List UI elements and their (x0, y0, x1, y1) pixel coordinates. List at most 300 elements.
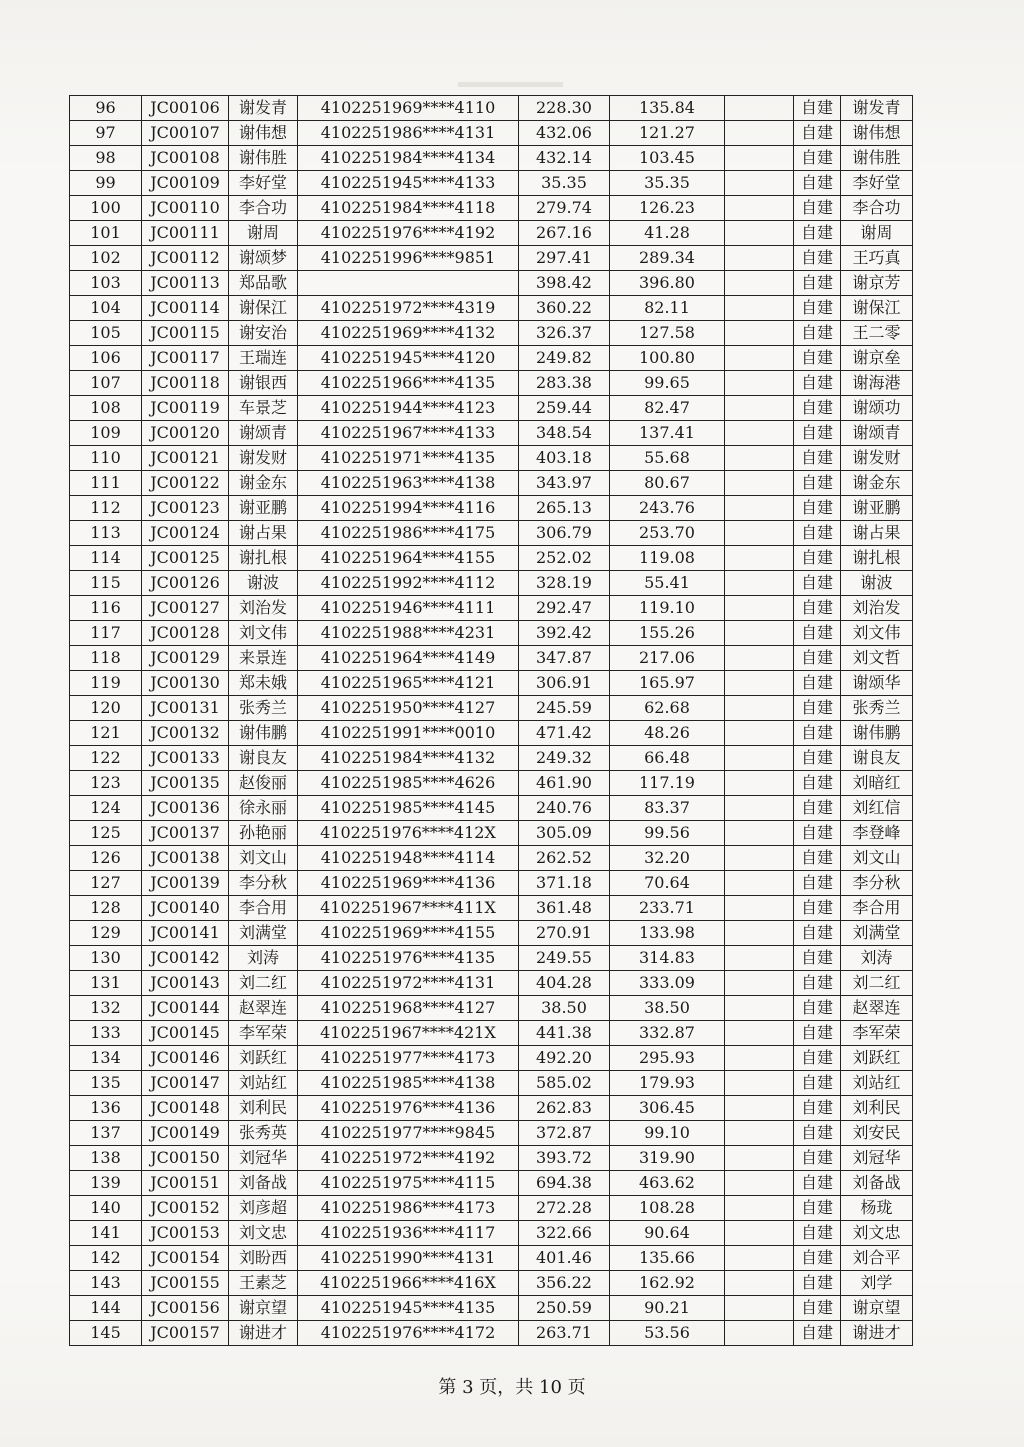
table-row (70, 1046, 913, 1071)
record-code-cell: JC00114 (142, 296, 229, 321)
name-cell: 李好堂 (229, 171, 298, 196)
name-cell: 刘文伟 (229, 621, 298, 646)
area-built-cell: 83.37 (610, 796, 725, 821)
record-code-cell: JC00122 (142, 471, 229, 496)
area-total-cell: 245.59 (519, 696, 610, 721)
id-number-cell: 4102251976****412X (298, 821, 519, 846)
record-code-cell: JC00126 (142, 571, 229, 596)
table-row (70, 521, 913, 546)
name-cell: 谢银西 (229, 371, 298, 396)
blank-cell (725, 1096, 794, 1121)
area-built-cell: 137.41 (610, 421, 725, 446)
row-number-cell: 123 (70, 771, 142, 796)
area-built-cell: 314.83 (610, 946, 725, 971)
row-number-cell: 115 (70, 571, 142, 596)
name-cell: 郑品歌 (229, 271, 298, 296)
owner-name-cell: 刘文伟 (841, 621, 913, 646)
build-type-cell: 自建 (794, 446, 841, 471)
blank-cell (725, 146, 794, 171)
record-code-cell: JC00107 (142, 121, 229, 146)
row-number-cell: 119 (70, 671, 142, 696)
build-type-cell: 自建 (794, 821, 841, 846)
area-total-cell: 262.83 (519, 1096, 610, 1121)
name-cell: 李军荣 (229, 1021, 298, 1046)
area-built-cell: 82.47 (610, 396, 725, 421)
build-type-cell: 自建 (794, 396, 841, 421)
id-number-cell: 4102251984****4134 (298, 146, 519, 171)
build-type-cell: 自建 (794, 1296, 841, 1321)
name-cell: 谢发青 (229, 96, 298, 121)
blank-cell (725, 1071, 794, 1096)
owner-name-cell: 张秀兰 (841, 696, 913, 721)
area-built-cell: 38.50 (610, 996, 725, 1021)
table-row (70, 321, 913, 346)
id-number-cell: 4102251964****4155 (298, 546, 519, 571)
registry-table-body (70, 96, 913, 1346)
build-type-cell: 自建 (794, 521, 841, 546)
build-type-cell: 自建 (794, 246, 841, 271)
table-row (70, 1021, 913, 1046)
area-total-cell: 403.18 (519, 446, 610, 471)
id-number-cell: 4102251972****4192 (298, 1146, 519, 1171)
table-row (70, 446, 913, 471)
id-number-cell: 4102251994****4116 (298, 496, 519, 521)
table-row (70, 96, 913, 121)
area-built-cell: 117.19 (610, 771, 725, 796)
table-row (70, 1221, 913, 1246)
area-built-cell: 100.80 (610, 346, 725, 371)
area-built-cell: 289.34 (610, 246, 725, 271)
table-row (70, 1271, 913, 1296)
blank-cell (725, 1246, 794, 1271)
blank-cell (725, 1196, 794, 1221)
area-built-cell: 295.93 (610, 1046, 725, 1071)
row-number-cell: 121 (70, 721, 142, 746)
table-row (70, 146, 913, 171)
area-total-cell: 263.71 (519, 1321, 610, 1346)
row-number-cell: 140 (70, 1196, 142, 1221)
table-row (70, 1296, 913, 1321)
owner-name-cell: 谢发青 (841, 96, 913, 121)
owner-name-cell: 谢占果 (841, 521, 913, 546)
build-type-cell: 自建 (794, 1246, 841, 1271)
area-built-cell: 332.87 (610, 1021, 725, 1046)
row-number-cell: 104 (70, 296, 142, 321)
id-number-cell: 4102251964****4149 (298, 646, 519, 671)
blank-cell (725, 746, 794, 771)
blank-cell (725, 1296, 794, 1321)
record-code-cell: JC00121 (142, 446, 229, 471)
row-number-cell: 97 (70, 121, 142, 146)
table-row (70, 171, 913, 196)
owner-name-cell: 刘二红 (841, 971, 913, 996)
blank-cell (725, 171, 794, 196)
owner-name-cell: 刘跃红 (841, 1046, 913, 1071)
build-type-cell: 自建 (794, 696, 841, 721)
blank-cell (725, 446, 794, 471)
area-total-cell: 306.79 (519, 521, 610, 546)
record-code-cell: JC00152 (142, 1196, 229, 1221)
owner-name-cell: 刘文忠 (841, 1221, 913, 1246)
blank-cell (725, 1046, 794, 1071)
name-cell: 刘文山 (229, 846, 298, 871)
record-code-cell: JC00142 (142, 946, 229, 971)
name-cell: 谢伟胜 (229, 146, 298, 171)
owner-name-cell: 谢海港 (841, 371, 913, 396)
owner-name-cell: 刘备战 (841, 1171, 913, 1196)
record-code-cell: JC00110 (142, 196, 229, 221)
row-number-cell: 124 (70, 796, 142, 821)
table-row (70, 546, 913, 571)
blank-cell (725, 1021, 794, 1046)
id-number-cell: 4102251945****4120 (298, 346, 519, 371)
id-number-cell: 4102251967****411X (298, 896, 519, 921)
area-total-cell: 356.22 (519, 1271, 610, 1296)
build-type-cell: 自建 (794, 646, 841, 671)
name-cell: 刘跃红 (229, 1046, 298, 1071)
build-type-cell: 自建 (794, 221, 841, 246)
row-number-cell: 128 (70, 896, 142, 921)
name-cell: 谢颂梦 (229, 246, 298, 271)
table-row (70, 1196, 913, 1221)
registry-table (69, 95, 913, 1346)
table-row (70, 246, 913, 271)
table-row (70, 621, 913, 646)
area-built-cell: 165.97 (610, 671, 725, 696)
row-number-cell: 132 (70, 996, 142, 1021)
build-type-cell: 自建 (794, 671, 841, 696)
id-number-cell: 4102251990****4131 (298, 1246, 519, 1271)
table-row (70, 396, 913, 421)
row-number-cell: 126 (70, 846, 142, 871)
owner-name-cell: 谢进才 (841, 1321, 913, 1346)
row-number-cell: 136 (70, 1096, 142, 1121)
row-number-cell: 110 (70, 446, 142, 471)
table-row (70, 696, 913, 721)
id-number-cell: 4102251984****4132 (298, 746, 519, 771)
blank-cell (725, 646, 794, 671)
build-type-cell: 自建 (794, 146, 841, 171)
area-total-cell: 279.74 (519, 196, 610, 221)
record-code-cell: JC00145 (142, 1021, 229, 1046)
name-cell: 刘文忠 (229, 1221, 298, 1246)
table-row (70, 871, 913, 896)
record-code-cell: JC00139 (142, 871, 229, 896)
blank-cell (725, 1121, 794, 1146)
id-number-cell: 4102251971****4135 (298, 446, 519, 471)
id-number-cell: 4102251969****4155 (298, 921, 519, 946)
owner-name-cell: 刘涛 (841, 946, 913, 971)
blank-cell (725, 846, 794, 871)
build-type-cell: 自建 (794, 1146, 841, 1171)
row-number-cell: 109 (70, 421, 142, 446)
blank-cell (725, 521, 794, 546)
area-total-cell: 461.90 (519, 771, 610, 796)
record-code-cell: JC00140 (142, 896, 229, 921)
owner-name-cell: 杨珑 (841, 1196, 913, 1221)
name-cell: 刘二红 (229, 971, 298, 996)
owner-name-cell: 刘暗红 (841, 771, 913, 796)
name-cell: 郑未娥 (229, 671, 298, 696)
blank-cell (725, 1171, 794, 1196)
area-total-cell: 393.72 (519, 1146, 610, 1171)
page-number-footer: 第 3 页，共 10 页 (438, 1377, 586, 1398)
row-number-cell: 101 (70, 221, 142, 246)
table-row (70, 1146, 913, 1171)
name-cell: 刘利民 (229, 1096, 298, 1121)
owner-name-cell: 李分秋 (841, 871, 913, 896)
area-built-cell: 396.80 (610, 271, 725, 296)
owner-name-cell: 谢良友 (841, 746, 913, 771)
owner-name-cell: 谢保江 (841, 296, 913, 321)
build-type-cell: 自建 (794, 296, 841, 321)
blank-cell (725, 696, 794, 721)
blank-cell (725, 1271, 794, 1296)
blank-cell (725, 321, 794, 346)
record-code-cell: JC00130 (142, 671, 229, 696)
table-row (70, 496, 913, 521)
name-cell: 谢京望 (229, 1296, 298, 1321)
owner-name-cell: 刘站红 (841, 1071, 913, 1096)
id-number-cell: 4102251975****4115 (298, 1171, 519, 1196)
owner-name-cell: 刘文山 (841, 846, 913, 871)
record-code-cell: JC00144 (142, 996, 229, 1021)
area-total-cell: 471.42 (519, 721, 610, 746)
row-number-cell: 134 (70, 1046, 142, 1071)
table-row (70, 421, 913, 446)
name-cell: 谢安治 (229, 321, 298, 346)
name-cell: 王瑞连 (229, 346, 298, 371)
area-built-cell: 66.48 (610, 746, 725, 771)
table-row (70, 771, 913, 796)
name-cell: 张秀英 (229, 1121, 298, 1146)
name-cell: 谢金东 (229, 471, 298, 496)
id-number-cell: 4102251976****4192 (298, 221, 519, 246)
area-built-cell: 70.64 (610, 871, 725, 896)
owner-name-cell: 谢颂青 (841, 421, 913, 446)
owner-name-cell: 谢金东 (841, 471, 913, 496)
area-built-cell: 233.71 (610, 896, 725, 921)
id-number-cell: 4102251969****4110 (298, 96, 519, 121)
area-built-cell: 108.28 (610, 1196, 725, 1221)
owner-name-cell: 谢波 (841, 571, 913, 596)
table-row (70, 1121, 913, 1146)
blank-cell (725, 871, 794, 896)
blank-cell (725, 621, 794, 646)
blank-cell (725, 496, 794, 521)
id-number-cell: 4102251976****4135 (298, 946, 519, 971)
blank-cell (725, 1221, 794, 1246)
area-built-cell: 121.27 (610, 121, 725, 146)
table-row (70, 471, 913, 496)
id-number-cell: 4102251950****4127 (298, 696, 519, 721)
row-number-cell: 108 (70, 396, 142, 421)
row-number-cell: 103 (70, 271, 142, 296)
name-cell: 谢颂青 (229, 421, 298, 446)
row-number-cell: 114 (70, 546, 142, 571)
area-total-cell: 361.48 (519, 896, 610, 921)
table-row (70, 671, 913, 696)
area-total-cell: 250.59 (519, 1296, 610, 1321)
record-code-cell: JC00154 (142, 1246, 229, 1271)
row-number-cell: 130 (70, 946, 142, 971)
id-number-cell: 4102251965****4121 (298, 671, 519, 696)
owner-name-cell: 李登峰 (841, 821, 913, 846)
record-code-cell: JC00157 (142, 1321, 229, 1346)
owner-name-cell: 谢扎根 (841, 546, 913, 571)
record-code-cell: JC00149 (142, 1121, 229, 1146)
id-number-cell: 4102251986****4173 (298, 1196, 519, 1221)
area-built-cell: 35.35 (610, 171, 725, 196)
area-total-cell: 292.47 (519, 596, 610, 621)
name-cell: 来景连 (229, 646, 298, 671)
row-number-cell: 135 (70, 1071, 142, 1096)
table-row (70, 896, 913, 921)
table-row (70, 1246, 913, 1271)
id-number-cell: 4102251985****4626 (298, 771, 519, 796)
build-type-cell: 自建 (794, 896, 841, 921)
build-type-cell: 自建 (794, 1171, 841, 1196)
area-total-cell: 392.42 (519, 621, 610, 646)
id-number-cell: 4102251946****4111 (298, 596, 519, 621)
name-cell: 谢波 (229, 571, 298, 596)
row-number-cell: 142 (70, 1246, 142, 1271)
blank-cell (725, 571, 794, 596)
record-code-cell: JC00155 (142, 1271, 229, 1296)
name-cell: 刘备战 (229, 1171, 298, 1196)
table-row (70, 721, 913, 746)
record-code-cell: JC00141 (142, 921, 229, 946)
table-row (70, 1096, 913, 1121)
area-built-cell: 62.68 (610, 696, 725, 721)
area-built-cell: 119.08 (610, 546, 725, 571)
table-row (70, 946, 913, 971)
build-type-cell: 自建 (794, 921, 841, 946)
blank-cell (725, 821, 794, 846)
id-number-cell: 4102251969****4136 (298, 871, 519, 896)
area-built-cell: 162.92 (610, 1271, 725, 1296)
record-code-cell: JC00146 (142, 1046, 229, 1071)
area-total-cell: 249.32 (519, 746, 610, 771)
area-total-cell: 398.42 (519, 271, 610, 296)
row-number-cell: 107 (70, 371, 142, 396)
build-type-cell: 自建 (794, 346, 841, 371)
blank-cell (725, 221, 794, 246)
blank-cell (725, 421, 794, 446)
row-number-cell: 131 (70, 971, 142, 996)
blank-cell (725, 546, 794, 571)
area-total-cell: 306.91 (519, 671, 610, 696)
owner-name-cell: 刘文哲 (841, 646, 913, 671)
area-built-cell: 253.70 (610, 521, 725, 546)
area-total-cell: 35.35 (519, 171, 610, 196)
table-row (70, 371, 913, 396)
id-number-cell: 4102251991****0010 (298, 721, 519, 746)
area-built-cell: 135.66 (610, 1246, 725, 1271)
row-number-cell: 117 (70, 621, 142, 646)
name-cell: 谢保江 (229, 296, 298, 321)
blank-cell (725, 996, 794, 1021)
row-number-cell: 100 (70, 196, 142, 221)
name-cell: 谢良友 (229, 746, 298, 771)
build-type-cell: 自建 (794, 1121, 841, 1146)
owner-name-cell: 谢发财 (841, 446, 913, 471)
owner-name-cell: 王巧真 (841, 246, 913, 271)
blank-cell (725, 246, 794, 271)
area-built-cell: 133.98 (610, 921, 725, 946)
row-number-cell: 145 (70, 1321, 142, 1346)
record-code-cell: JC00153 (142, 1221, 229, 1246)
row-number-cell: 143 (70, 1271, 142, 1296)
build-type-cell: 自建 (794, 846, 841, 871)
area-total-cell: 694.38 (519, 1171, 610, 1196)
area-total-cell: 347.87 (519, 646, 610, 671)
table-row (70, 1321, 913, 1346)
build-type-cell: 自建 (794, 1046, 841, 1071)
table-row (70, 271, 913, 296)
record-code-cell: JC00108 (142, 146, 229, 171)
id-number-cell: 4102251969****4132 (298, 321, 519, 346)
owner-name-cell: 谢亚鹏 (841, 496, 913, 521)
row-number-cell: 120 (70, 696, 142, 721)
blank-cell (725, 921, 794, 946)
record-code-cell: JC00150 (142, 1146, 229, 1171)
area-built-cell: 155.26 (610, 621, 725, 646)
id-number-cell: 4102251936****4117 (298, 1221, 519, 1246)
blank-cell (725, 96, 794, 121)
name-cell: 谢伟想 (229, 121, 298, 146)
id-number-cell: 4102251963****4138 (298, 471, 519, 496)
build-type-cell: 自建 (794, 996, 841, 1021)
row-number-cell: 141 (70, 1221, 142, 1246)
build-type-cell: 自建 (794, 371, 841, 396)
area-built-cell: 319.90 (610, 1146, 725, 1171)
area-total-cell: 305.09 (519, 821, 610, 846)
id-number-cell: 4102251967****4133 (298, 421, 519, 446)
build-type-cell: 自建 (794, 96, 841, 121)
blank-cell (725, 121, 794, 146)
name-cell: 刘站红 (229, 1071, 298, 1096)
blank-cell (725, 396, 794, 421)
owner-name-cell: 刘冠华 (841, 1146, 913, 1171)
name-cell: 谢发财 (229, 446, 298, 471)
owner-name-cell: 谢颂功 (841, 396, 913, 421)
owner-name-cell: 李合用 (841, 896, 913, 921)
owner-name-cell: 李军荣 (841, 1021, 913, 1046)
record-code-cell: JC00131 (142, 696, 229, 721)
build-type-cell: 自建 (794, 1321, 841, 1346)
owner-name-cell: 谢伟胜 (841, 146, 913, 171)
id-number-cell: 4102251966****416X (298, 1271, 519, 1296)
area-built-cell: 99.10 (610, 1121, 725, 1146)
area-total-cell: 240.76 (519, 796, 610, 821)
blank-cell (725, 971, 794, 996)
blank-cell (725, 896, 794, 921)
owner-name-cell: 刘合平 (841, 1246, 913, 1271)
blank-cell (725, 346, 794, 371)
build-type-cell: 自建 (794, 971, 841, 996)
table-row (70, 221, 913, 246)
build-type-cell: 自建 (794, 271, 841, 296)
owner-name-cell: 刘红信 (841, 796, 913, 821)
owner-name-cell: 李好堂 (841, 171, 913, 196)
owner-name-cell: 谢颂华 (841, 671, 913, 696)
table-row (70, 821, 913, 846)
area-built-cell: 179.93 (610, 1071, 725, 1096)
build-type-cell: 自建 (794, 1271, 841, 1296)
area-total-cell: 249.82 (519, 346, 610, 371)
table-row (70, 796, 913, 821)
